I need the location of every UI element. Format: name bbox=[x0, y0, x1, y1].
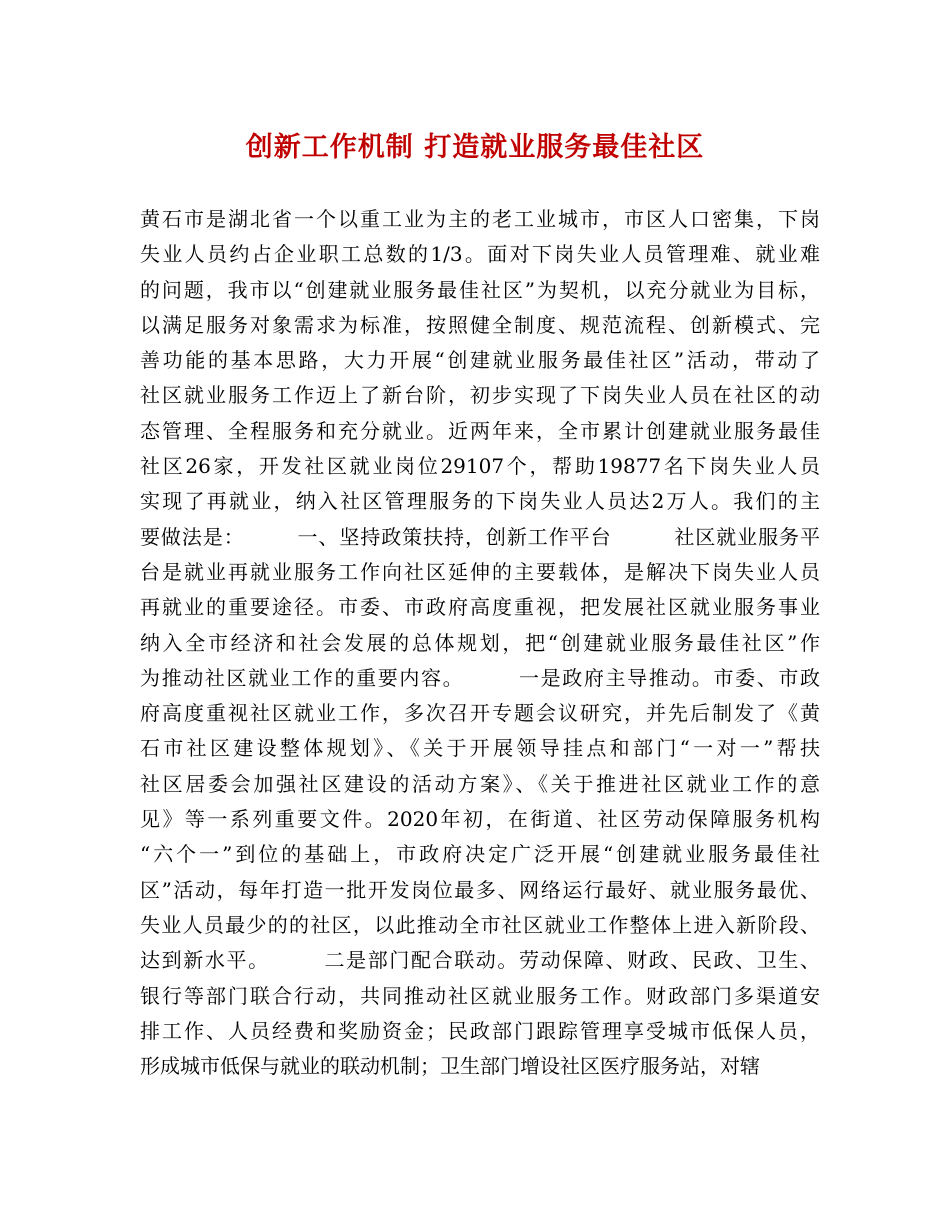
body-line: 府高度重视社区就业工作，多次召开专题会议研究，并先后制发了《黄 bbox=[140, 701, 820, 726]
body-line: 要做法是： 一、坚持政策扶持，创新工作平台 社区就业服务平 bbox=[140, 524, 820, 549]
body-line: 态管理、全程服务和充分就业。近两年来，全市累计创建就业服务最佳 bbox=[140, 418, 820, 443]
body-line: 形成城市低保与就业的联动机制；卫生部门增设社区医疗服务站，对辖 bbox=[140, 1054, 760, 1079]
body-line: 石市社区建设整体规划》、《关于开展领导挂点和部门“一对一”帮扶 bbox=[140, 736, 820, 761]
body-line: 善功能的基本思路，大力开展“创建就业服务最佳社区”活动，带动了 bbox=[140, 348, 820, 373]
body-line: “六个一”到位的基础上，市政府决定广泛开展“创建就业服务最佳社 bbox=[140, 842, 820, 867]
body-line: 的问题，我市以“创建就业服务最佳社区”为契机，以充分就业为目标， bbox=[140, 277, 820, 302]
body-line: 以满足服务对象需求为标准，按照健全制度、规范流程、创新模式、完 bbox=[140, 312, 820, 337]
document-body bbox=[140, 202, 820, 1084]
body-line: 纳入全市经济和社会发展的总体规划，把“创建就业服务最佳社区”作 bbox=[140, 630, 820, 655]
body-line: 社区就业服务工作迈上了新台阶，初步实现了下岗失业人员在社区的动 bbox=[140, 383, 820, 408]
body-line: 实现了再就业，纳入社区管理服务的下岗失业人员达2万人。我们的主 bbox=[140, 489, 820, 514]
body-line: 社区居委会加强社区建设的活动方案》、《关于推进社区就业工作的意 bbox=[140, 771, 820, 796]
body-line: 达到新水平。 二是部门配合联动。劳动保障、财政、民政、卫生、 bbox=[140, 948, 820, 973]
body-line: 见》等一系列重要文件。2020年初，在街道、社区劳动保障服务机构 bbox=[140, 807, 820, 832]
document-title: 创新工作机制 打造就业服务最佳社区 bbox=[245, 132, 705, 163]
body-line: 区”活动，每年打造一批开发岗位最多、网络运行最好、就业服务最优、 bbox=[140, 877, 820, 902]
body-line: 银行等部门联合行动，共同推动社区就业服务工作。财政部门多渠道安 bbox=[140, 983, 820, 1008]
body-line: 失业人员约占企业职工总数的1/3。面对下岗失业人员管理难、就业难 bbox=[140, 242, 820, 267]
body-line: 排工作、人员经费和奖励资金；民政部门跟踪管理享受城市低保人员， bbox=[140, 1018, 820, 1043]
body-line: 再就业的重要途径。市委、市政府高度重视，把发展社区就业服务事业 bbox=[140, 595, 820, 620]
body-line: 台是就业再就业服务工作向社区延伸的主要载体，是解决下岗失业人员 bbox=[140, 559, 820, 584]
body-line: 社区26家，开发社区就业岗位29107个，帮助19877名下岗失业人员 bbox=[140, 454, 820, 479]
body-line: 失业人员最少的的社区，以此推动全市社区就业工作整体上进入新阶段、 bbox=[140, 912, 820, 937]
body-line: 黄石市是湖北省一个以重工业为主的老工业城市，市区人口密集，下岗 bbox=[140, 207, 820, 231]
body-line: 为推动社区就业工作的重要内容。 一是政府主导推动。市委、市政 bbox=[140, 665, 820, 690]
